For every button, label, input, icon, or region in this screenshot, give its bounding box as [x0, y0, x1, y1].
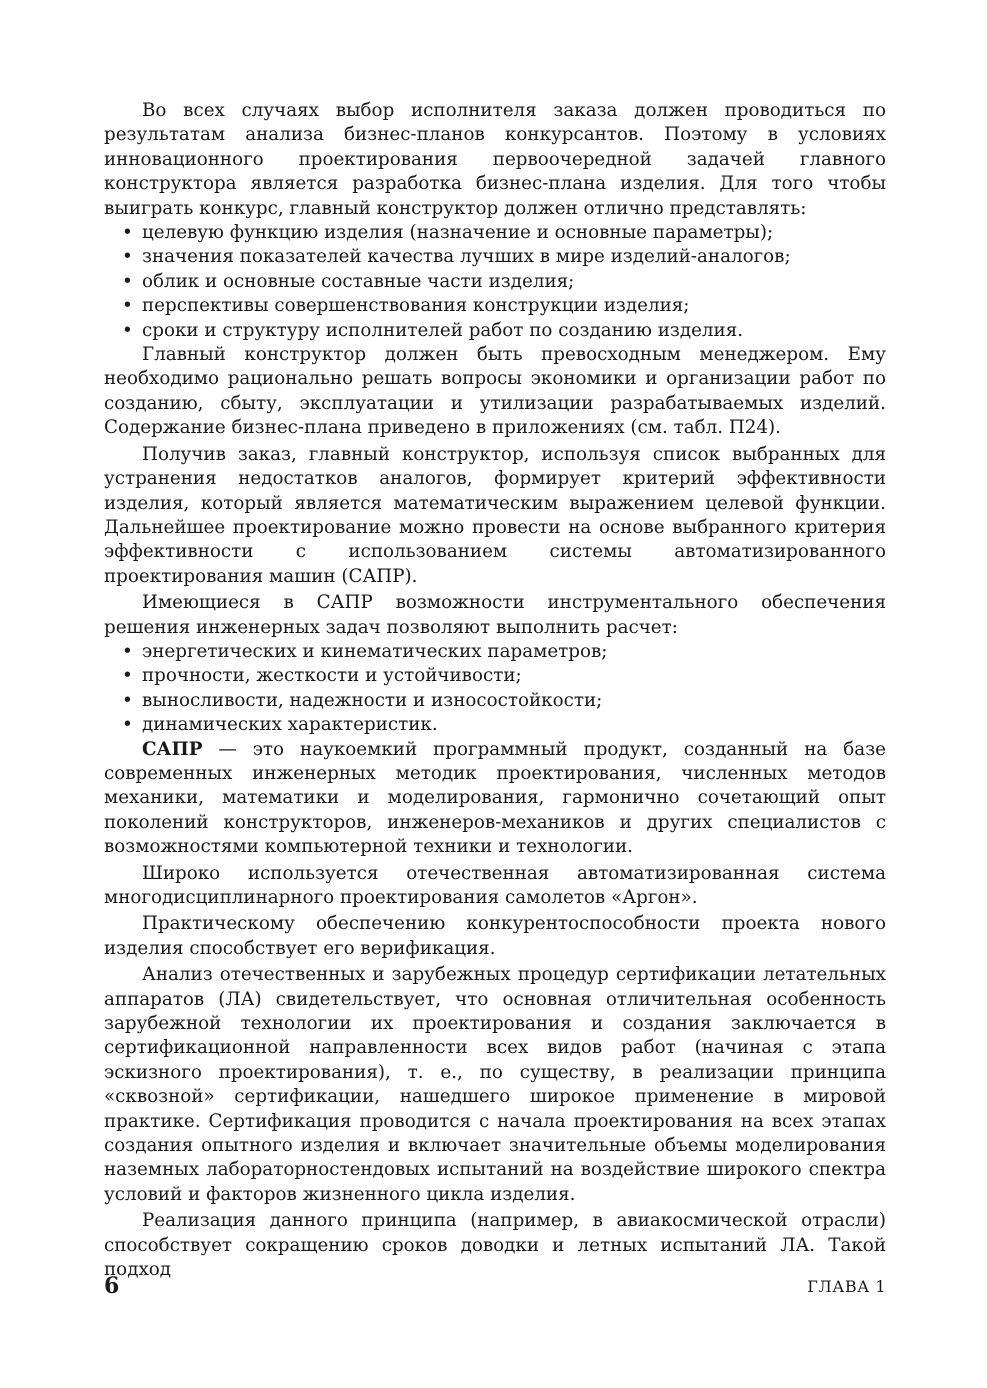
list-item: • прочности, жесткости и устойчивости; [104, 664, 886, 688]
bullet-icon: • [122, 714, 133, 736]
bullet-icon: • [122, 222, 133, 244]
chapter-label: ГЛАВА 1 [807, 1277, 886, 1296]
paragraph-7: Практическому обеспечению конкурентоспособности проекта нового изделия способствует его верификация. [104, 913, 886, 959]
paragraph-6: Широко используется отечественная автоматизированная система многодисциплинарного проектирования самолетов «Аргон». [104, 862, 886, 908]
paragraph-4: Имеющиеся в САПР возможности инструментального обеспечения решения инженерных задач позволяют выполнить расчет: [104, 592, 886, 638]
bullet-icon: • [122, 295, 133, 317]
list-item: • перспективы совершенствования конструкции изделия; [104, 294, 886, 318]
paragraph-5: САПР — это наукоемкий программный продукт, созданный на базе современных инженерных методик проектирования, численных методов механики, математики и моделирования, гармонично сочетающий опыт поколений конструкторов, инженеров-механиков и других специалистов с возможностями компьютерной техники и технологии. [104, 738, 886, 858]
bullet-icon: • [122, 665, 133, 687]
bullet-icon: • [122, 319, 133, 341]
bullet-icon: • [122, 246, 133, 268]
list-item: • целевую функцию изделия (назначение и основные параметры); [104, 221, 886, 245]
page-number: 6 [104, 1273, 120, 1299]
paragraph-9: Реализация данного принципа (например, в авиакосмической отрасли) способствует сокращению сроков доводки и летных испытаний ЛА. Такой подход [104, 1210, 886, 1281]
list-item: • значения показателей качества лучших в мире изделий-аналогов; [104, 245, 886, 269]
paragraph-8: Анализ отечественных и зарубежных процедур сертификации летательных аппаратов (ЛА) свидетельствует, что основная отличительная особенность зарубежной технологии их проектирования и создания заключается в сертификационной направленности всех видов работ (начиная с этапа эскизного проектирования), т. е., по существу, в реализации принципа «сквозной» сертификации, нашедшего широкое применение в мировой практике. Сертификация проводится с начала проектирования на всех этапах создания опытного изделия и включает значительные объемы моделирования наземных лабораторностендовых испытаний на воздействие широкого спектра условий и факторов жизненного цикла изделия. [104, 964, 886, 1205]
term-sapr: САПР [142, 738, 203, 760]
bullet-icon: • [122, 640, 133, 662]
list-business-plan [104, 221, 886, 343]
bullet-icon: • [122, 270, 133, 292]
paragraph-3: Получив заказ, главный конструктор, используя список выбранных для устранения недостатков аналогов, формирует критерий эффективности изделия, который является математическим выражением целевой функции. Дальнейшее проектирование можно провести на основе выбранного критерия эффективности с использованием системы автоматизированного проектирования машин (САПР). [104, 443, 886, 587]
list-item: • энергетических и кинематических параметров; [104, 640, 886, 664]
list-calculations [104, 640, 886, 738]
page-body [104, 99, 886, 1283]
list-item: • выносливости, надежности и износостойкости; [104, 689, 886, 713]
paragraph-2: Главный конструктор должен быть превосходным менеджером. Ему необходимо рационально решать вопросы экономики и организации работ по созданию, сбыту, эксплуатации и утилизации разрабатываемых изделий. Содержание бизнес-плана приведено в приложениях (см. табл. П24). [104, 344, 886, 439]
list-item: • облик и основные составные части изделия; [104, 270, 886, 294]
bullet-icon: • [122, 689, 133, 711]
paragraph-1: Во всех случаях выбор исполнителя заказа должен проводиться по результатам анализа бизнес-планов конкурсантов. Поэтому в условиях инновационного проектирования первоочередной задачей главного конструктора является разработка бизнес-плана изделия. Для того чтобы выиграть конкурс, главный конструктор должен отлично представлять: [104, 100, 886, 219]
page-footer [104, 1273, 886, 1303]
list-item: • динамических характеристик. [104, 713, 886, 737]
list-item: • сроки и структуру исполнителей работ по созданию изделия. [104, 319, 886, 343]
